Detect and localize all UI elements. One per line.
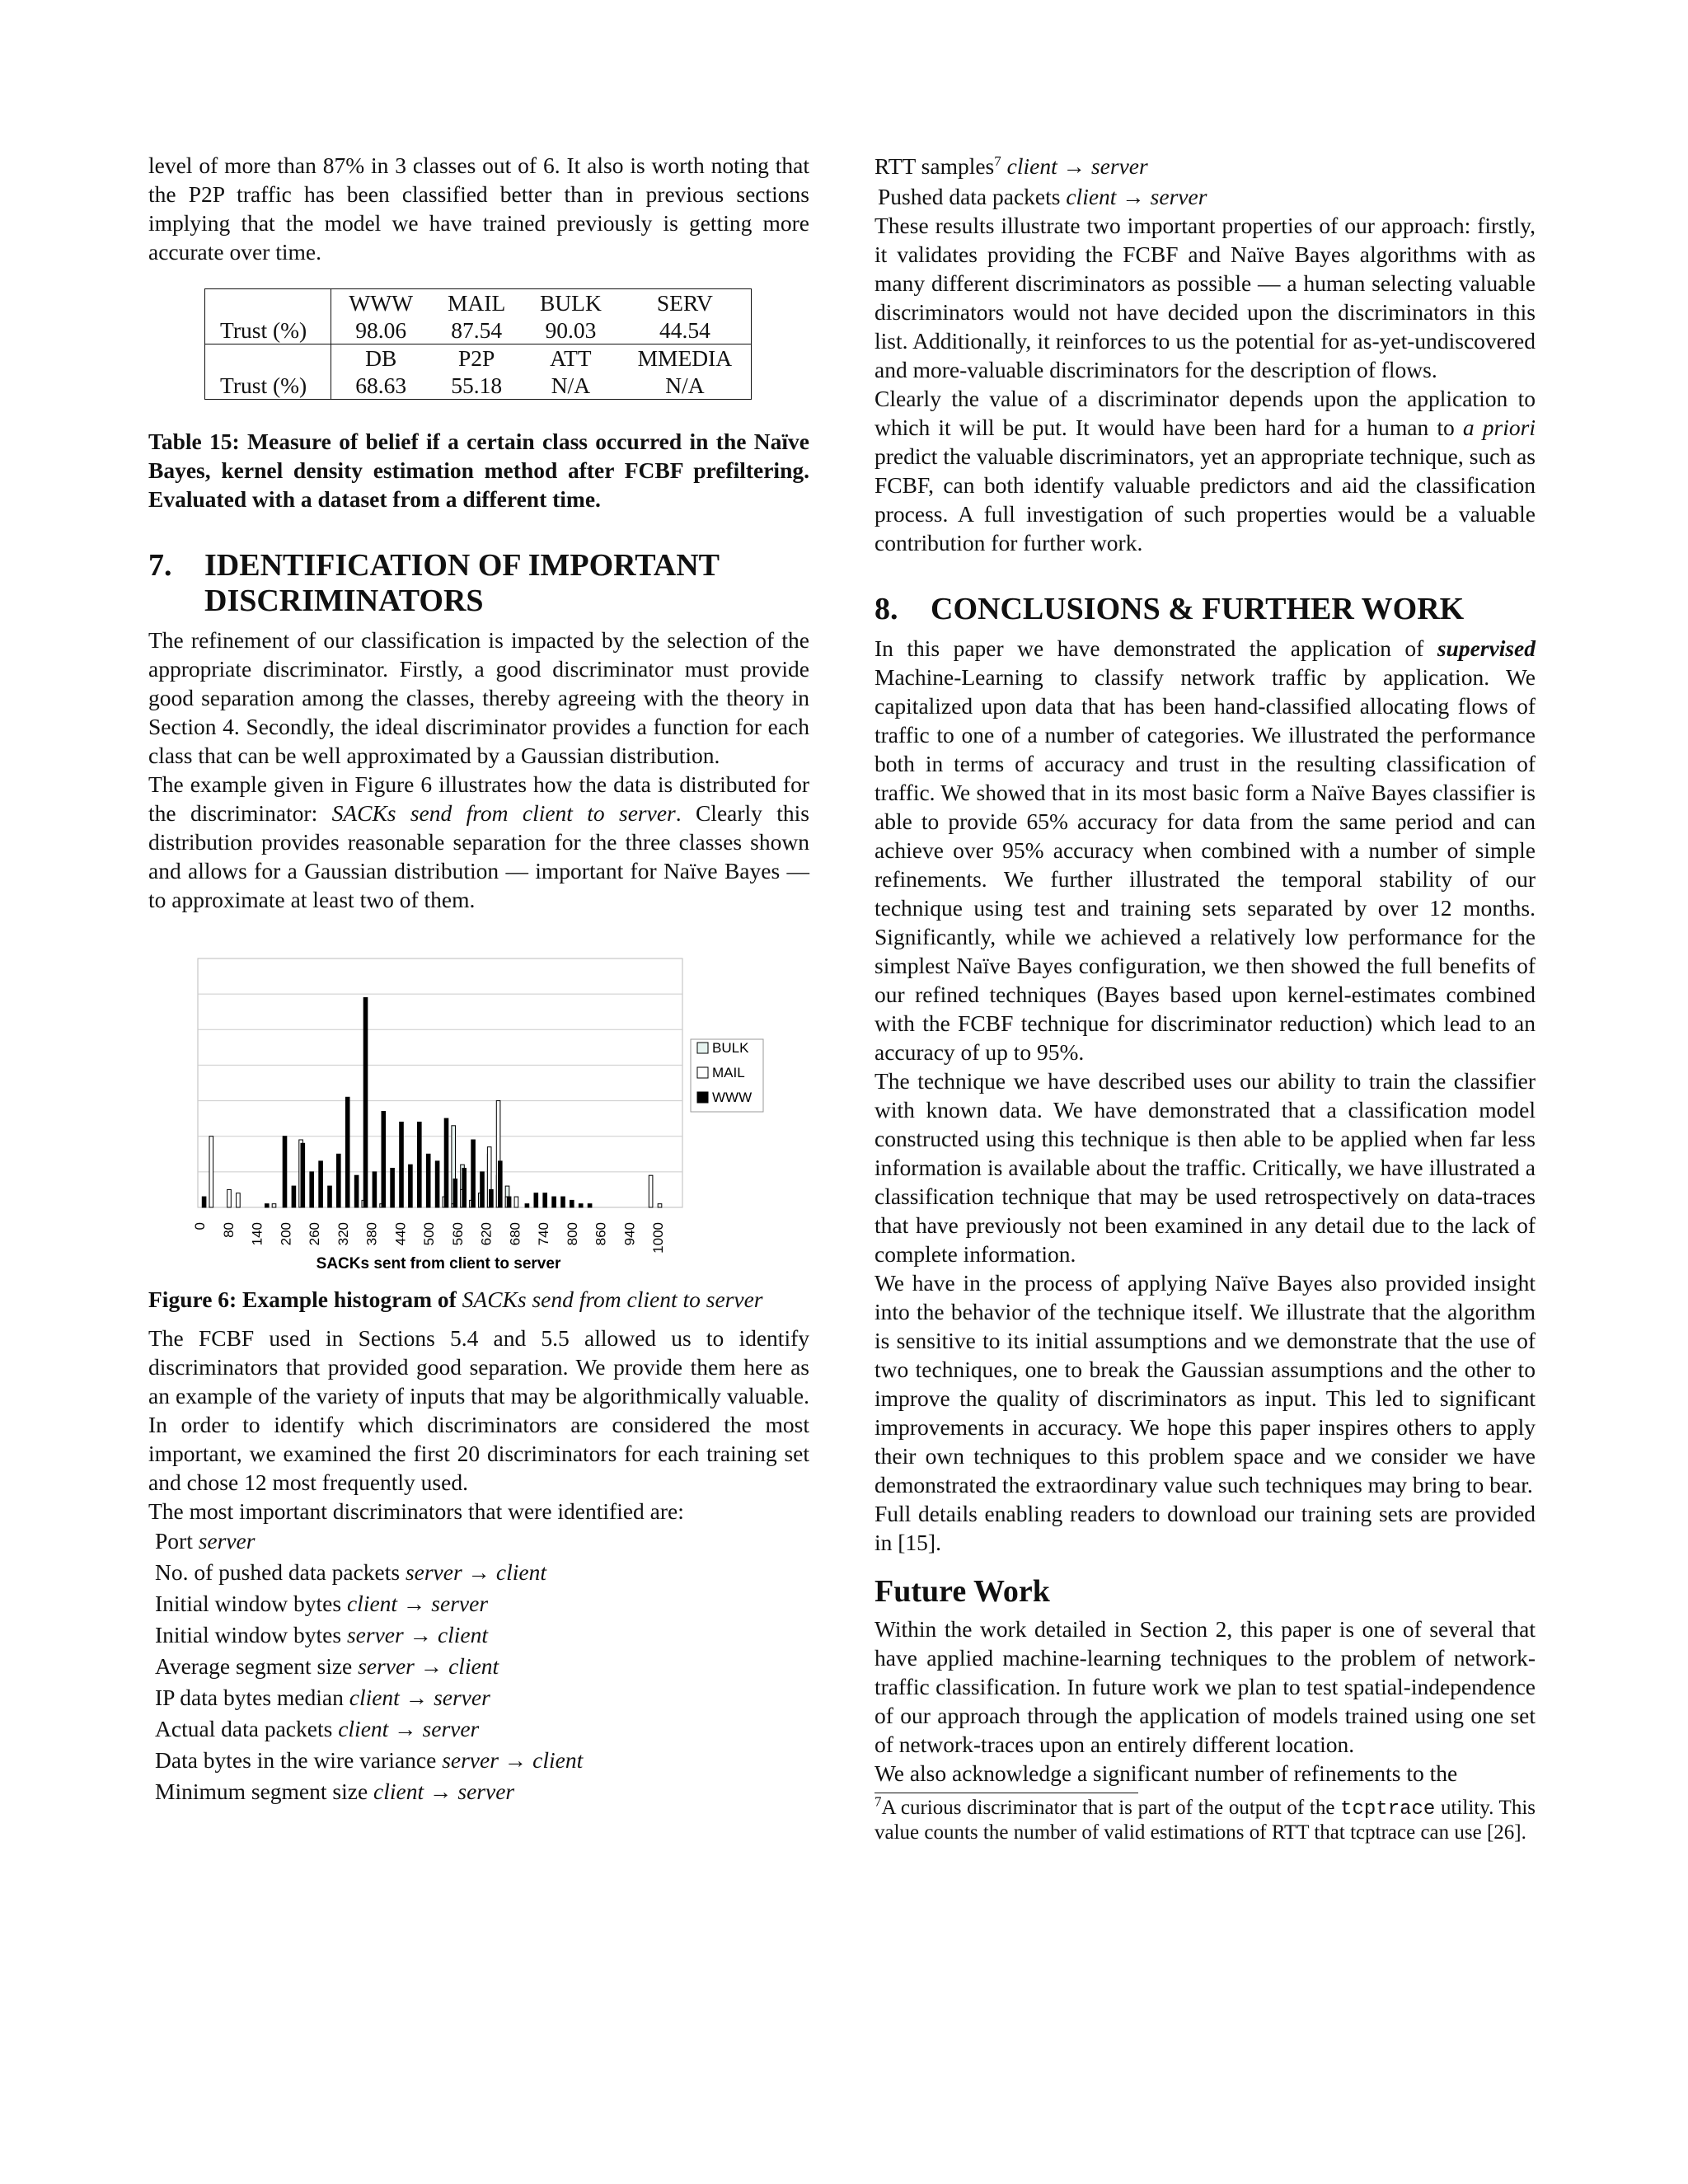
- section-8-paragraph-3: We have in the process of applying Naïve Bayes also provided insight into the behavior of the technique itself. We illustrate that the algorithm is sensitive to its initial assumptions and we demonstrate that the use of two techniques, one to break the Gaussian assumptions and the other to improve the quality of discriminators as input. This led to significant improvements in accuracy. We hope this paper inspires others to apply their own techniques to this problem space and we consider we have demonstrated the extraordinary value such techniques may bring to bear.: [874, 1270, 1536, 1497]
- text-span: In this paper we have demonstrated the application of: [874, 635, 1437, 661]
- discriminator-direction: client → server: [373, 1779, 515, 1804]
- text-span: . Clearly this distribution provides reasonable separation for the three classes shown and allows for a Gaussian distribution — important for Naïve Bayes — to approximate at least two of them.: [148, 800, 809, 912]
- table-blank-cell: [205, 344, 331, 373]
- bar-www: [319, 1161, 323, 1207]
- text-span: The example given in Figure 6 illustrates how the data is distributed for the discriminator:: [148, 771, 809, 826]
- bar-www: [409, 1165, 413, 1207]
- discriminator-name: IP data bytes median: [155, 1685, 349, 1710]
- tick-label: 680: [507, 1222, 523, 1246]
- emphasis: client → server: [1066, 184, 1207, 209]
- tick-label: 500: [421, 1222, 437, 1246]
- bold-italic: supervised: [1437, 635, 1536, 661]
- bar-www: [391, 1169, 395, 1208]
- left-column: [148, 151, 809, 1807]
- legend-swatch-bulk: [697, 1043, 708, 1053]
- tick-label: 320: [335, 1222, 351, 1246]
- table-header: SERV: [656, 290, 713, 316]
- table-blank-cell: [205, 289, 331, 317]
- bar-mail: [209, 1137, 213, 1207]
- bar-mail: [658, 1204, 662, 1207]
- legend: [691, 1039, 763, 1112]
- discriminator-direction: server → client: [405, 1559, 546, 1585]
- text-span: RTT samples: [874, 153, 995, 179]
- bar-www: [283, 1137, 287, 1207]
- table-row-header: Trust (%): [205, 372, 331, 400]
- bar-www: [310, 1172, 314, 1207]
- caption-emphasis: SACKs send from client to server: [462, 1286, 763, 1312]
- text-span: Clearly the value of a discriminator depends upon the application to which it will be put. It would have been hard for a human to: [874, 386, 1536, 440]
- section-8-paragraph-4: Full details enabling readers to download our training sets are provided in [15].: [874, 1501, 1536, 1555]
- bar-www: [363, 998, 368, 1208]
- discriminator-direction: client → server: [349, 1685, 490, 1710]
- tick-label: 440: [392, 1222, 409, 1246]
- tick-label: 560: [449, 1222, 466, 1246]
- results-paragraph: These results illustrate two important properties of our approach: firstly, it validates providing the FCBF and Naïve Bayes algorithms with as many different discriminators as possible — a human selecting valuable discriminators would not have decided upon the discriminators in this list. Additionally, it reinforces to us the potential for as-yet-undiscovered and more-valuable discriminators for the description of flows.: [874, 213, 1536, 382]
- bar-www: [202, 1197, 206, 1207]
- table-15-wrapper: [204, 288, 809, 400]
- discriminator-name: Actual data packets: [155, 1716, 339, 1741]
- section-8-paragraph-1: [874, 634, 1536, 1066]
- list-item: [148, 1557, 809, 1588]
- bar-www: [453, 1179, 457, 1208]
- table-header: DB: [331, 344, 431, 373]
- discriminator-direction: server → client: [358, 1653, 499, 1679]
- list-item: [148, 1713, 809, 1745]
- table-header: BULK: [539, 290, 602, 316]
- discriminator-list: [148, 1526, 809, 1807]
- bar-www: [382, 1112, 386, 1208]
- discriminator-direction: server → client: [442, 1747, 584, 1773]
- bar-www: [462, 1169, 467, 1208]
- code-text: tcptrace: [1340, 1798, 1436, 1821]
- paragraph-fcbf: The FCBF used in Sections 5.4 and 5.5 allowed us to identify discriminators that provided good separation. We provide them here as an example of the variety of inputs that may be algorithmically valuable. In order to identify which discriminators are considered the most important, we examined the first 20 discriminators for each training set and chose 12 most frequently used.: [148, 1325, 809, 1495]
- future-work-heading: Future Work: [874, 1574, 1050, 1609]
- bar-www: [345, 1097, 349, 1207]
- table-cell: 55.18: [451, 373, 503, 398]
- bar-www: [444, 1118, 448, 1207]
- bar-www: [588, 1204, 592, 1207]
- legend-label: BULK: [712, 1040, 749, 1056]
- text-span: A curious discriminator that is part of the output of the: [881, 1797, 1341, 1819]
- legend-swatch-www: [697, 1092, 708, 1103]
- emphasis: client → server: [1001, 153, 1148, 179]
- tick-label: 380: [363, 1222, 380, 1246]
- bar-www: [499, 1161, 503, 1207]
- bar-www: [328, 1186, 332, 1207]
- footnote-ref: 7: [994, 152, 1001, 169]
- table-header: ATT: [523, 344, 619, 373]
- table-cell: 87.54: [451, 317, 503, 343]
- discriminator-direction: server: [198, 1528, 256, 1554]
- discriminator-name: Minimum segment size: [155, 1779, 374, 1804]
- bar-www: [373, 1172, 377, 1207]
- list-item: [148, 1745, 809, 1776]
- section-8-paragraph-2: The technique we have described uses our ability to train the classifier with known data. We have demonstrated that a classification model constructed using this technique is then able to be applied when far less information is available about the traffic. Critically, we have illustrated a classification technique that may be used retrospectively on data-traces that have previously not been examined in any detail due to the lack of complete information.: [874, 1068, 1536, 1267]
- text-span: utility. This value counts the number of valid estimations of RTT that tcptrace can use [26].: [874, 1797, 1536, 1844]
- discriminator-name: No. of pushed data packets: [155, 1559, 406, 1585]
- bar-www: [471, 1140, 476, 1207]
- section-title: CONCLUSIONS & FURTHER WORK: [931, 592, 1465, 626]
- discriminator-name: Average segment size: [155, 1653, 359, 1679]
- table-cell: 98.06: [355, 317, 407, 343]
- discriminator-direction: server → client: [346, 1622, 489, 1647]
- tick-label: 860: [593, 1222, 609, 1246]
- bar-www: [292, 1186, 296, 1207]
- table-header: MMEDIA: [619, 344, 752, 373]
- table-15: [204, 288, 752, 400]
- bar-www: [435, 1161, 439, 1207]
- paragraph-list-intro: The most important discriminators that were identified are:: [148, 1498, 684, 1524]
- table-15-caption: Table 15: Measure of belief if a certain class occurred in the Naïve Bayes, kernel density estimation method after FCBF prefiltering. Evaluated with a dataset from a different time.: [148, 429, 809, 512]
- legend-swatch-mail: [697, 1067, 708, 1078]
- future-work-paragraph-1: Within the work detailed in Section 2, this paper is one of several that have applied machine-learning techniques to the problem of network-traffic classification. In future work we plan to test spatial-independence of our approach through the application of models trained using one set of network-traces upon an entirely different location.: [874, 1616, 1536, 1757]
- tick-label: 260: [307, 1222, 322, 1246]
- bar-mail: [272, 1204, 276, 1207]
- list-item: [148, 1682, 809, 1713]
- table-cell: 68.63: [355, 373, 407, 398]
- x-axis-label: SACKs sent from client to server: [316, 1255, 561, 1272]
- figure-6-caption: [148, 1285, 809, 1314]
- text-span: Pushed data packets: [878, 184, 1067, 209]
- bar-www: [418, 1122, 422, 1208]
- tick-label: 740: [536, 1222, 551, 1246]
- right-column: [874, 151, 1536, 1844]
- bar-www: [570, 1200, 574, 1207]
- list-item: [148, 1619, 809, 1651]
- section-title-line2: DISCRIMINATORS: [204, 583, 484, 618]
- plot-area: [198, 958, 682, 1207]
- figure-6: [148, 950, 809, 1278]
- emphasis: SACKs send from client to server: [331, 800, 676, 826]
- list-item: [874, 151, 1536, 182]
- section-7-heading: [148, 548, 809, 619]
- text-span: Machine-Learning to classify network traffic by application. We capitalized upon data that has been hand-classified allocating flows of traffic to one of a number of categories. We illustrated the performance both in terms of accuracy and trust in the resulting classification of traffic. We showed that in its most basic form a Naïve Bayes classifier is able to provide 65% accuracy for data from the same period and can achieve over 95% accuracy when combined with a number of simple refinements. We further illustrated the temporal stability of our technique using test and training sets separated by over 12 months. Significantly, while we achieved a relatively low performance for the simplest Naïve Bayes configuration, we then showed the full benefits of our refined techniques (Bayes based upon kernel-estimates combined with the FCBF technique for discriminator reduction) which lead to an accuracy of up to 95%.: [874, 664, 1536, 1065]
- footnote-number: 7: [874, 1793, 882, 1810]
- bar-mail: [514, 1197, 518, 1207]
- bar-www: [543, 1193, 547, 1207]
- bar-mail: [237, 1193, 241, 1207]
- bar-www: [481, 1172, 485, 1207]
- table-row-header: Trust (%): [205, 316, 331, 344]
- discriminator-name: Initial window bytes: [155, 1622, 347, 1647]
- legend-label: WWW: [712, 1090, 753, 1105]
- tick-label: 1000: [650, 1222, 666, 1254]
- bar-www: [525, 1204, 529, 1207]
- discriminator-name: Port: [155, 1528, 199, 1554]
- emphasis: a priori: [1462, 415, 1536, 440]
- table-header: WWW: [349, 290, 414, 316]
- legend-label: MAIL: [712, 1065, 745, 1080]
- bar-www: [354, 1175, 359, 1207]
- discriminator-direction: client → server: [338, 1716, 480, 1741]
- footnote: [874, 1793, 1536, 1844]
- value-paragraph: [874, 384, 1536, 557]
- intro-paragraph: level of more than 87% in 3 classes out of 6. It also is worth noting that the P2P traffic has been classified better than in previous sections implying that the model we have trained previously is getting more accurate over time.: [148, 152, 809, 265]
- table-cell: N/A: [551, 373, 591, 398]
- future-work-paragraph-2: We also acknowledge a significant number of refinements to the: [874, 1760, 1458, 1786]
- tick-label: 940: [621, 1222, 638, 1246]
- tick-label: 0: [192, 1222, 208, 1230]
- table-cell: N/A: [665, 373, 705, 398]
- section-7-paragraph-2: [148, 770, 809, 914]
- bar-www: [561, 1197, 565, 1207]
- bar-www: [507, 1197, 511, 1207]
- bar-www: [265, 1204, 270, 1207]
- list-item: [874, 182, 1536, 211]
- bar-mail: [649, 1175, 653, 1207]
- text-span: predict the valuable discriminators, yet an appropriate technique, such as FCBF, can both identify valuable predictors and aid the classification process. A full investigation of such properties would be a valuable contribution for further work.: [874, 443, 1536, 555]
- list-item: [148, 1588, 809, 1619]
- discriminator-name: Initial window bytes: [155, 1591, 347, 1616]
- tick-labels: [192, 1222, 666, 1254]
- table-header: P2P: [430, 344, 523, 373]
- bar-www: [400, 1122, 404, 1208]
- discriminator-name: Data bytes in the wire variance: [155, 1747, 443, 1773]
- bar-www: [534, 1193, 538, 1207]
- bar-www: [552, 1197, 556, 1207]
- bar-mail: [227, 1189, 232, 1207]
- bar-www: [337, 1154, 341, 1207]
- section-number: 7.: [148, 548, 172, 583]
- discriminator-direction: client → server: [346, 1591, 489, 1616]
- list-item: [148, 1526, 809, 1557]
- bar-www: [301, 1143, 305, 1207]
- bar-www: [579, 1204, 583, 1207]
- list-item: [148, 1776, 809, 1807]
- tick-label: 80: [220, 1222, 237, 1238]
- section-7-paragraph-1: The refinement of our classification is impacted by the selection of the appropriate discriminator. Firstly, a good discriminator must provide good separation among the classes, thereby agreeing with the theory in Section 4. Secondly, the ideal discriminator provides a function for each class that can be well approximated by a Gaussian distribution.: [148, 627, 809, 768]
- tick-label: 800: [564, 1222, 580, 1246]
- histogram-chart: [148, 950, 809, 1278]
- tick-label: 200: [278, 1222, 294, 1246]
- table-cell: 90.03: [545, 317, 597, 343]
- tick-label: 620: [478, 1222, 495, 1246]
- table-header: MAIL: [447, 290, 506, 316]
- list-item: [148, 1651, 809, 1682]
- tick-label: 140: [249, 1222, 265, 1246]
- table-cell: 44.54: [659, 317, 710, 343]
- bar-www: [426, 1154, 430, 1207]
- section-number: 8.: [874, 592, 898, 626]
- section-title-line1: IDENTIFICATION OF IMPORTANT: [204, 548, 720, 583]
- caption-label: Figure 6: Example histogram of: [148, 1286, 462, 1312]
- bar-www: [490, 1189, 494, 1207]
- section-8-heading: [874, 592, 1536, 627]
